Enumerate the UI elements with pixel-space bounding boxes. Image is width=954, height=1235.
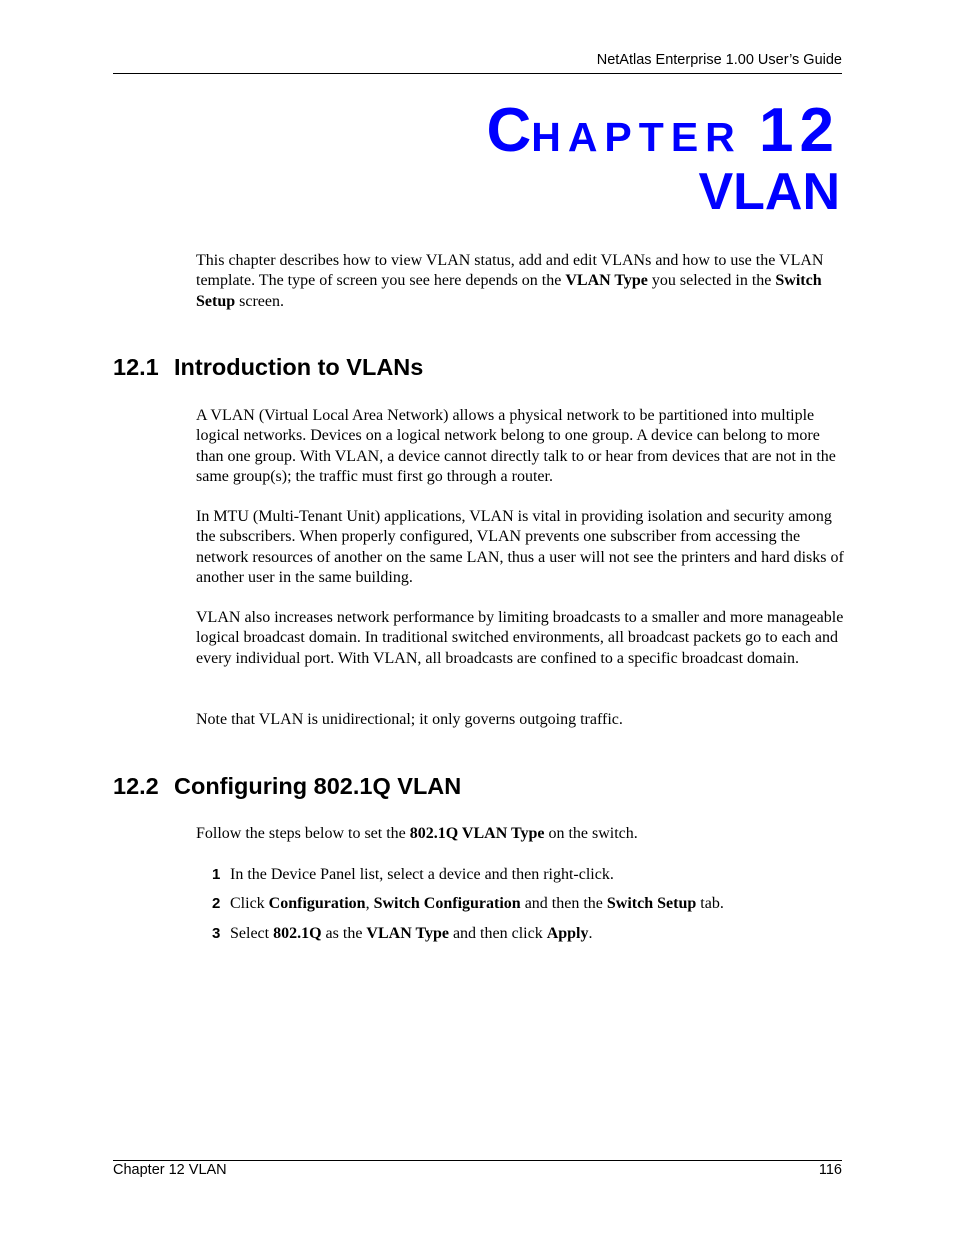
step-1 [212,865,614,885]
step-3 [212,924,593,944]
step-2-bold-3: Switch Setup [606,895,697,912]
step-3-bold-3: Apply [546,925,589,942]
header-rule [113,73,842,74]
step-3-text-4: . [588,925,593,942]
step-3-bold-2: VLAN Type [366,925,449,942]
intro-paragraph [196,251,846,312]
step-2-text-2: , [365,895,374,912]
section-1-paragraph-4: Note that VLAN is unidirectional; it only governs outgoing traffic. [196,711,623,728]
chapter-heading [486,96,840,165]
chapter-number: 12 [759,96,840,165]
step-3-text-2: as the [321,925,367,942]
lead-text-2: on the switch. [544,825,638,842]
section-2-title: Configuring 802.1Q VLAN [174,773,462,799]
running-header: NetAtlas Enterprise 1.00 User’s Guide [596,52,842,68]
intro-text-2: you selected in the [647,272,776,290]
step-3-text-1: Select [230,925,274,942]
footer-rule [113,1160,842,1161]
section-1-number: 12.1 [113,354,159,380]
intro-bold-2: Switch Setup [196,272,822,310]
footer-chapter-label: Chapter 12 VLAN [113,1162,227,1178]
lead-text-1: Follow the steps below to set the [196,825,410,842]
intro-text-3: screen. [235,292,284,310]
lead-bold-1: 802.1Q VLAN Type [409,825,545,842]
chapter-rest-letters: HAPTER [531,114,742,160]
section-1-heading [113,354,423,381]
step-2 [212,894,724,914]
section-2-number: 12.2 [113,773,159,799]
step-2-text-3: and then the [520,895,607,912]
step-1-number: 1 [212,866,221,883]
step-3-text-3: and then click [448,925,547,942]
step-2-text-1: Click [230,895,269,912]
section-1-paragraph-2: In MTU (Multi-Tenant Unit) applications, VLAN is vital in providing isolation and security among the subscribers. When properly configured, VLAN prevents one subscriber from accessing the network resources of another on the same LAN, thus a user will not see the printers and hard disks of another user in the same building. [196,508,844,586]
section-2-heading [113,773,461,800]
intro-bold-1: VLAN Type [565,272,648,290]
step-3-number: 3 [212,925,221,942]
chapter-first-letter: C [486,96,532,165]
section-1-title: Introduction to VLANs [174,354,424,380]
chapter-title: VLAN [698,163,840,221]
step-2-text-4: tab. [696,895,724,912]
step-2-bold-2: Switch Configuration [373,895,521,912]
step-2-number: 2 [212,895,221,912]
step-3-bold-1: 802.1Q [273,925,322,942]
section-1-paragraph-3: VLAN also increases network performance by limiting broadcasts to a smaller and more manageable logical broadcast domain. In traditional switched environments, all broadcast packets go to each and every individual port. With VLAN, all broadcasts are confined to a specific broadcast domain. [196,609,844,667]
intro-text-1: This chapter describes how to view VLAN status, add and edit VLANs and how to use the VLAN template. The type of screen you see here depends on the [196,252,824,290]
step-1-text: In the Device Panel list, select a device and then right-click. [230,866,614,883]
step-2-bold-1: Configuration [268,895,366,912]
section-1-paragraph-1: A VLAN (Virtual Local Area Network) allows a physical network to be partitioned into multiple logical networks. Devices on a logical network belong to one group. A device can belong to more than one group. With VLAN, a device cannot directly talk to or hear from devices that are not in the same group(s); the traffic must first go through a router. [196,407,836,485]
section-2-lead [196,824,846,844]
footer-page-number: 116 [818,1162,842,1178]
